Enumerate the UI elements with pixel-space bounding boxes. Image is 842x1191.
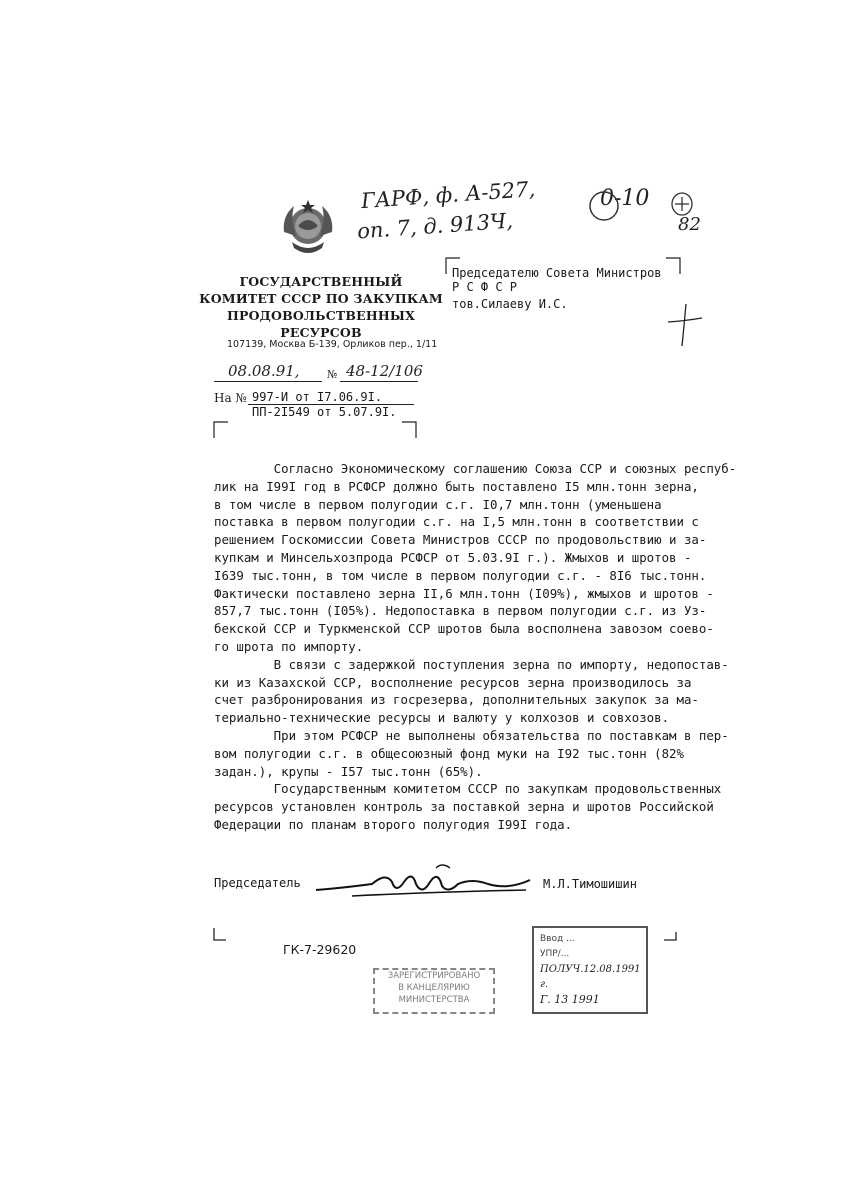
body-line: Согласно Экономическому соглашению Союза ССР и союзных респуб- (214, 461, 737, 476)
signatory-title: Председатель (214, 876, 301, 890)
letter-number-prefix: № (327, 368, 338, 381)
body-line: задан.), крупы - I57 тыс.тонн (65%). (214, 763, 483, 779)
footer-left-bracket-mark (212, 926, 232, 946)
body-line: бекской ССР и Туркменской ССР шротов была восполнена завозом соево- (214, 621, 714, 637)
body-line: поставка в первом полугодии с.г. на I,5 млн.тонн в соответствии с (214, 514, 699, 530)
body-line: Государственным комитетом СССР по закупкам продовольственных (214, 781, 722, 797)
organization-name-line1: ГОСУДАРСТВЕННЫЙ (239, 274, 403, 289)
recipient-line3: тов.Силаеву И.С. (452, 297, 568, 311)
organization-name-line2: КОМИТЕТ СССР ПО ЗАКУПКАМ (199, 291, 443, 306)
reference-line1: 997-И от I7.06.9I. (252, 390, 383, 404)
registry-stamp-line2: УПР/... (540, 949, 570, 959)
body-line: вом полугодии с.г. в общесоюзный фонд муки на I92 тыс.тонн (82% (214, 745, 684, 761)
handwritten-cross-mark (664, 302, 704, 348)
letter-date: 08.08.91, (228, 362, 300, 380)
organization-address: 107139, Москва Б-139, Орликов пер., 1/11 (227, 339, 438, 350)
body-line: в том числе в первом полугодии с.г. I0,7 млн.тонн (уменьшена (214, 496, 662, 512)
body-line: го шрота по импорту. (214, 638, 364, 654)
registry-stamp-line1: Ввод ... (540, 934, 575, 944)
archive-reference (356, 174, 538, 246)
body-line: Фактически поставлено зерна II,6 млн.тонн (I09%), жмыхов и шротов - (214, 585, 714, 601)
archive-sheet-number: 0-10 (600, 186, 650, 211)
body-line: териально-технические ресурсы и валюту у колхозов и совхозов. (214, 710, 670, 726)
body-line: счет разбронирования из госрезерва, дополнительных закупок за ма- (214, 692, 699, 708)
body-line: В связи с задержкой поступления зерна по импорту, недопостав- (214, 656, 729, 672)
body-line: I639 тыс.тонн, в том числе в первом полугодии с.г. - 8I6 тыс.тонн. (214, 567, 707, 583)
organization-name-line3: ПРОДОВОЛЬСТВЕННЫХ РЕСУРСОВ (226, 308, 415, 340)
archive-reference-line1: ГАРФ, ф. А-527, (360, 176, 536, 214)
body-line: При этом РСФСР не выполнены обязательства по поставкам в пер- (214, 727, 729, 743)
body-line: Федерации по планам второго полугодия I99I года. (214, 816, 573, 832)
archive-page-number: 82 (678, 214, 701, 235)
right-bracket-mark (400, 420, 420, 440)
signatory-name: М.Л.Тимошишин (543, 877, 637, 891)
recipient-line2: Р С Ф С Р (452, 280, 518, 294)
registry-stamp-line3: ПОЛУЧ.12.08.1991 г. (540, 964, 641, 990)
office-stamp-line3: МИНИСТЕРСТВА (398, 995, 470, 1005)
recipient-line1: Председателю Совета Министров (452, 266, 662, 280)
letter-body (214, 460, 737, 834)
office-stamp-line2: В КАНЦЕЛЯРИЮ (398, 983, 470, 993)
state-emblem-icon (276, 196, 340, 260)
body-line: ресурсов установлен контроль за поставкой зерна и шротов Российской (214, 799, 714, 815)
letter-number: 48-12/106 (346, 362, 423, 380)
footer-right-bracket-mark (662, 930, 682, 950)
recipient-right-bracket-mark (664, 256, 684, 276)
archive-reference-line2: оп. 7, д. 913Ч, (356, 208, 514, 244)
left-bracket-mark (212, 420, 232, 440)
reference-prefix: На № (214, 391, 247, 405)
body-line: решением Госкомиссии Совета Министров СССР по продовольствию и за- (214, 532, 707, 548)
reference-line2: ПП-2I549 от 5.07.9I. (252, 405, 397, 419)
office-stamp (373, 968, 495, 1014)
registry-stamp-line4: Г. 13 1991 (540, 993, 600, 1006)
registry-stamp (532, 926, 648, 1014)
body-line: 857,7 тыс.тонн (I05%). Недопоставка в первом полугодии с.г. из Уз- (214, 603, 707, 619)
body-line: ки из Казахской ССР, восполнение ресурсов зерна производилось за (214, 674, 692, 690)
date-underline (214, 381, 322, 382)
body-line: лик на I99I год в РСФСР должно быть поставлено I5 млн.тонн зерна, (214, 478, 699, 494)
body-line: купкам и Минсельхозпрода РСФСР от 5.03.9I г.). Жмыхов и шротов - (214, 549, 692, 565)
number-underline (340, 381, 418, 382)
office-stamp-line1: ЗАРЕГИСТРИРОВАНО (387, 971, 481, 981)
handwritten-signature (312, 860, 534, 906)
document-code: ГК-7-29620 (283, 942, 357, 957)
